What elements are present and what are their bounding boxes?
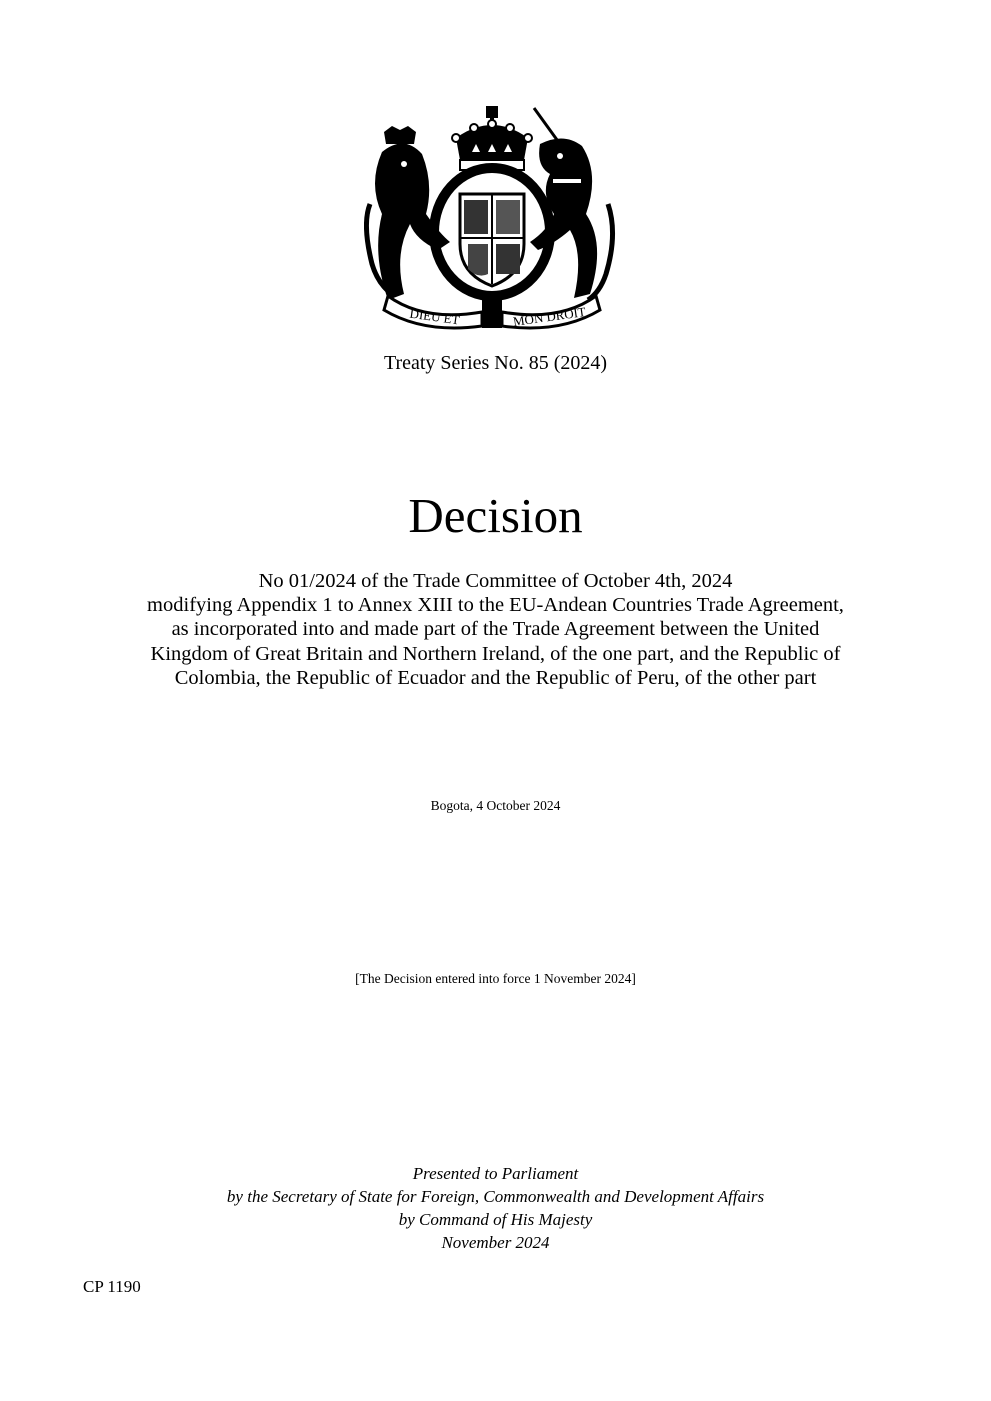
- royal-coat-of-arms-icon: [364, 104, 620, 332]
- place-and-date: Bogota, 4 October 2024: [430, 798, 561, 813]
- command-paper-number: CP 1190: [83, 1277, 141, 1296]
- document-subtitle: [60, 569, 931, 690]
- svg-text:DIEU ET: DIEU ET: [408, 305, 461, 328]
- subtitle-line: modifying Appendix 1 to Annex XIII to the EU-Andean Countries Trade Agreement,: [147, 594, 844, 617]
- treaty-series-label: Treaty Series No. 85 (2024): [383, 352, 608, 374]
- subtitle-line: as incorporated into and made part of the Trade Agreement between the United: [171, 618, 820, 641]
- subtitle-line: Kingdom of Great Britain and Northern Ireland, of the one part, and the Republic of: [150, 642, 841, 665]
- presented-line: Presented to Parliament: [412, 1164, 579, 1183]
- presented-line: November 2024: [441, 1233, 550, 1252]
- subtitle-line: Colombia, the Republic of Ecuador and the Republic of Peru, of the other part: [174, 666, 817, 689]
- motto-scroll: [384, 296, 600, 329]
- subtitle-line: No 01/2024 of the Trade Committee of October 4th, 2024: [258, 570, 733, 592]
- presentation-statement: [0, 1162, 991, 1254]
- entry-into-force-note: [The Decision entered into force 1 November 2024]: [355, 971, 636, 986]
- svg-text:MON DROIT: MON DROIT: [512, 304, 587, 330]
- document-title: Decision: [408, 488, 583, 543]
- shield-icon: [460, 194, 524, 286]
- crown-icon: [452, 106, 532, 170]
- presented-line: by Command of His Majesty: [398, 1210, 593, 1229]
- presented-line: by the Secretary of State for Foreign, Commonwealth and Development Affairs: [226, 1187, 765, 1206]
